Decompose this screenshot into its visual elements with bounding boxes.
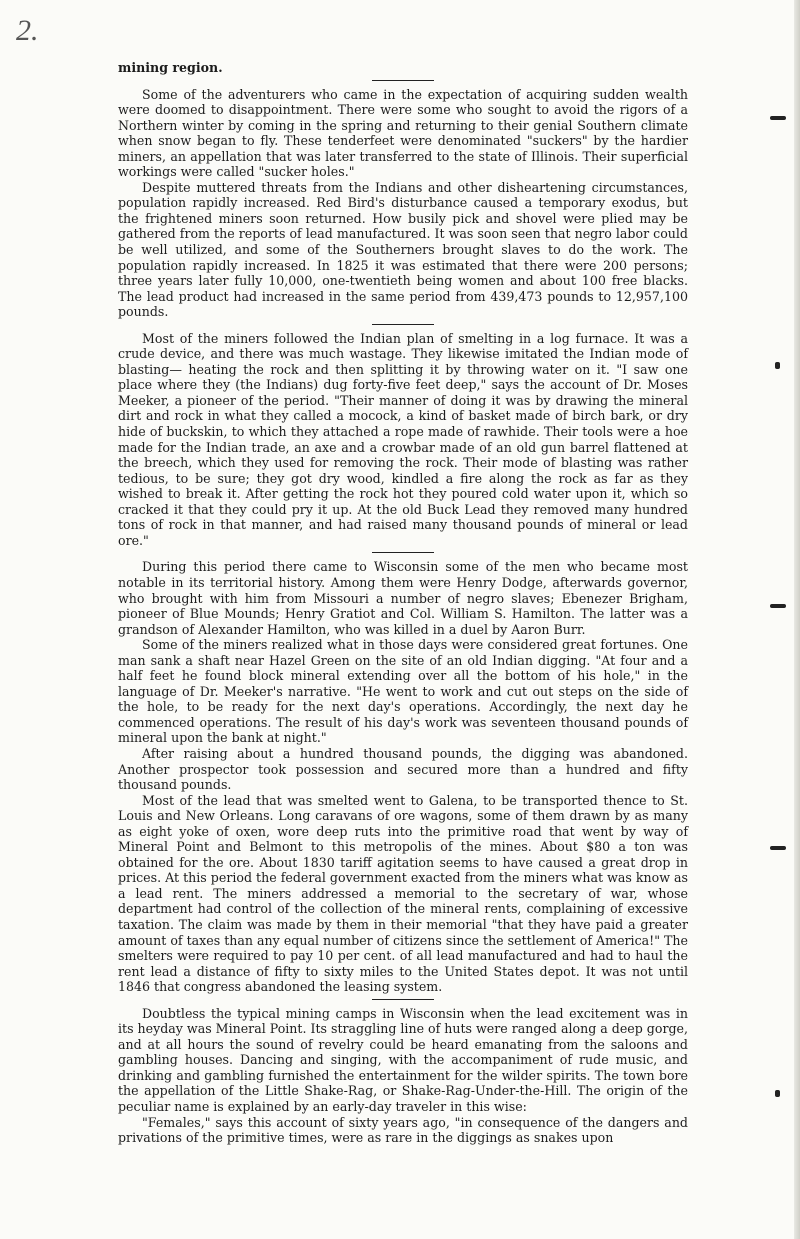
section-divider: [372, 80, 434, 81]
paragraph: Despite muttered threats from the Indians and other disheartening circumstances, population rapidly increased. Red Bird's disturbance caused a temporary exodus, but the frightened miners soon returned. How busily pick and shovel were plied may be gathered from the reports of lead manufactured. It was soon seen that negro labor could be well utilized, and some of the Southerners brought slaves to do the work. The population rapidly increased. In 1825 it was estimated that there were 200 persons; three years later fully 10,000, one-twentieth being women and about 100 free blacks. The lead product had increased in the same period from 439,473 pounds to 12,957,100 pounds.: [118, 179, 688, 320]
section-divider: [372, 324, 434, 325]
paragraph: During this period there came to Wisconsin some of the men who became most notable in its territorial history. Among them were Henry Dodge, afterwards governor, who brought with him from Missouri a number of negro slaves; Ebenezer Brigham, pioneer of Blue Mounds; Henry Gratiot and Col. William S. Hamilton. The latter was a grandson of Alexander Hamilton, who was killed in a duel by Aaron Burr.: [118, 559, 688, 637]
scan-edge: [794, 0, 800, 1239]
section-divider: [372, 999, 434, 1000]
paragraph: "Females," says this account of sixty years ago, "in consequence of the dangers and privations of the primitive times, were as rare in the diggings as snakes upon: [118, 1114, 688, 1146]
margin-mark: [770, 116, 786, 120]
section-divider: [372, 552, 434, 553]
margin-mark: [770, 604, 786, 608]
paragraph: After raising about a hundred thousand pounds, the digging was abandoned. Another prospector took possession and secured more than a hundred and fifty thousand pounds.: [118, 745, 688, 793]
paragraph: Most of the miners followed the Indian plan of smelting in a log furnace. It was a crude device, and there was much wastage. They likewise imitated the Indian mode of blasting— heating the rock and then splitting it by throwing water on it. "I saw one place where they (the Indians) dug forty-five feet deep," says the account of Dr. Moses Meeker, a pioneer of the period. "Their manner of doing it was by drawing the mineral dirt and rock in what they called a mocock, a kind of basket made of birch bark, or dry hide of buckskin, to which they attached a rope made of rawhide. Their tools were a hoe made for the Indian trade, an axe and a crowbar made of an old gun barrel flattened at the breech, which they used for removing the rock. Their mode of blasting was rather tedious, to be sure; they got dry wood, kindled a fire along the rock as far as they wished to break it. After getting the rock hot they poured cold water upon it, which so cracked it that they could pry it up. At the old Buck Lead they removed many hundred tons of rock in that manner, and had raised many thousand pounds of mineral or lead ore.": [118, 330, 688, 548]
paragraph: Doubtless the typical mining camps in Wisconsin when the lead excitement was in its heyday was Mineral Point. Its straggling line of huts were ranged along a deep gorge, and at all hours the sound of revelry could be heard emanating from the saloons and gambling houses. Dancing and singing, with the accompaniment of rude music, and drinking and gambling furnished the entertainment for the wilder spirits. The town bore the appellation of the Little Shake-Rag, or Shake-Rag-Under-the-Hill. The origin of the peculiar name is explained by an early-day traveler in this wise:: [118, 1005, 688, 1114]
margin-mark: [775, 1090, 780, 1097]
paragraph: mining region.: [118, 60, 223, 75]
page-number: 2.: [16, 14, 39, 47]
margin-mark: [775, 362, 780, 369]
paragraph: Some of the miners realized what in those days were considered great fortunes. One man sank a shaft near Hazel Green on the site of an old Indian digging. "At four and a half feet he found block mineral extending over all the bottom of his hole," in the language of Dr. Meeker's narrative. "He went to work and cut out steps on the side of the hole, to be ready for the next day's operations. Accordingly, the next day he commenced operations. The result of his day's work was seventeen thousand pounds of mineral upon the bank at night.": [118, 637, 688, 746]
margin-mark: [770, 846, 786, 850]
page-body: [118, 60, 688, 1146]
paragraph: Most of the lead that was smelted went to Galena, to be transported thence to St. Louis and New Orleans. Long caravans of ore wagons, some of them drawn by as many as eight yoke of oxen, wore deep ruts into the primitive road that went by way of Mineral Point and Belmont to this metropolis of the mines. About $80 a ton was obtained for the ore. About 1830 tariff agitation seems to have caused a great drop in prices. At this period the federal government exacted from the miners what was know as a lead rent. The miners addressed a memorial to the secretary of war, whose department had control of the collection of the mineral rents, complaining of excessive taxation. The claim was made by them in their memorial "that they have paid a greater amount of taxes than any equal number of citizens since the settlement of America!" The smelters were required to pay 10 per cent. of all lead manufactured and had to haul the rent lead a distance of fifty to sixty miles to the United States depot. It was not until 1846 that congress abandoned the leasing system.: [118, 792, 688, 995]
paragraph: Some of the adventurers who came in the expectation of acquiring sudden wealth were doomed to disappointment. There were some who sought to avoid the rigors of a Northern winter by coming in the spring and returning to their genial Southern climate when snow began to fly. These tenderfeet were denominated "suckers" by the hardier miners, an appellation that was later transferred to the state of Illinois. Their superficial workings were called "sucker holes.": [118, 86, 688, 180]
